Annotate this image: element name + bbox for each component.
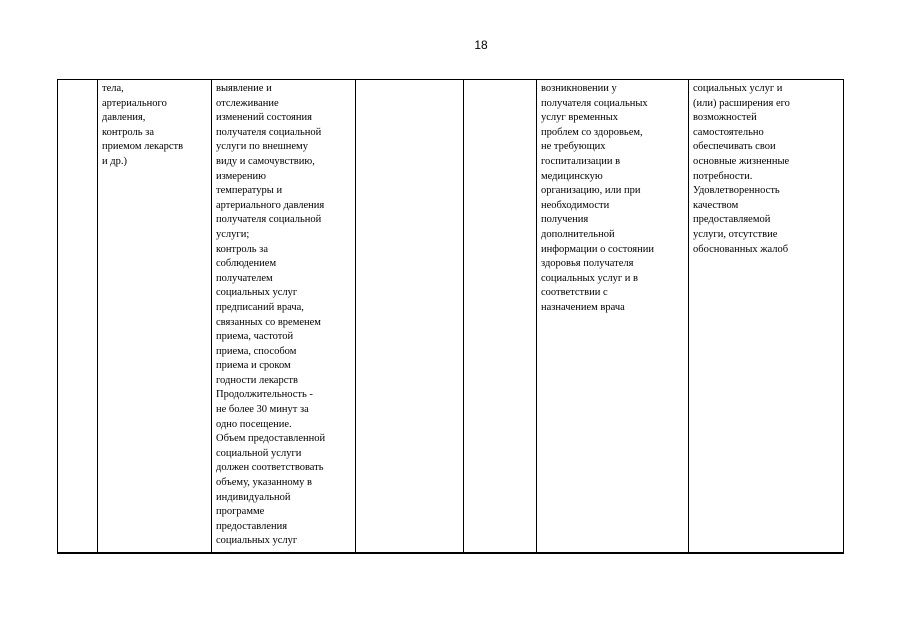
cell-line: качеством — [693, 199, 739, 211]
cell-line: не более 30 минут за — [216, 404, 309, 416]
cell-line: одно посещение. — [216, 418, 292, 430]
cell-line: возникновении у — [541, 83, 617, 94]
table-row — [58, 80, 844, 554]
cell-line: виду и самочувствию, — [216, 155, 315, 167]
cell-line: социальных услуг — [216, 535, 298, 547]
cell-line: получателя социальных — [541, 97, 648, 109]
cell-line: температуры и — [216, 185, 283, 197]
cell-line: госпитализации в — [541, 155, 621, 167]
cell-line: предоставляемой — [693, 214, 771, 226]
cell-line: отслеживание — [216, 97, 279, 109]
cell-line: давления, — [102, 112, 146, 124]
cell-line: измерению — [216, 170, 266, 182]
cell-line: потребности. — [693, 170, 753, 182]
table-cell-service-name — [98, 80, 212, 554]
cell-line: социальных услуг и — [693, 83, 783, 94]
cell-line: организацию, или при — [541, 185, 641, 197]
cell-line: приема и сроком — [216, 360, 291, 372]
cell-line: проблем со здоровьем, — [541, 126, 643, 138]
cell-line: медицинскую — [541, 170, 603, 182]
cell-line: выявление и — [216, 83, 272, 94]
cell-line: услуги, отсутствие — [693, 228, 778, 240]
cell-line: назначением врача — [541, 301, 625, 313]
cell-line: возможностей — [693, 112, 757, 124]
cell-line: Продолжительность - — [216, 389, 313, 401]
cell-line: контроль за — [102, 126, 154, 138]
cell-line: и др.) — [102, 155, 127, 167]
cell-line: годности лекарств — [216, 374, 298, 386]
cell-line: тела, — [102, 83, 124, 94]
cell-line: связанных со временем — [216, 316, 321, 328]
cell-line: социальной услуги — [216, 447, 302, 459]
cell-line: самостоятельно — [693, 126, 764, 138]
cell-line: должен соответствовать — [216, 462, 324, 474]
table-cell-quality-indicators — [689, 80, 844, 554]
cell-line: получателем — [216, 272, 273, 284]
cell-line: информации о состоянии — [541, 243, 654, 255]
cell-line: программе — [216, 506, 265, 518]
cell-line: социальных услуг — [216, 287, 298, 299]
cell-line: получения — [541, 214, 589, 226]
cell-line: здоровья получателя — [541, 258, 634, 270]
cell-line: приема, способом — [216, 345, 297, 357]
cell-line: приема, частотой — [216, 331, 294, 343]
cell-line: получателя социальной — [216, 126, 322, 138]
cell-line: обоснованных жалоб — [693, 243, 789, 255]
services-table — [57, 79, 844, 554]
cell-line: обеспечивать свои — [693, 141, 776, 153]
table-cell-empty-2 — [464, 80, 537, 554]
table-cell-empty-1 — [356, 80, 464, 554]
cell-line: Объем предоставленной — [216, 433, 326, 445]
cell-line: услуги; — [216, 228, 250, 240]
services-table-wrapper — [57, 79, 843, 554]
cell-line: изменений состояния — [216, 112, 312, 124]
cell-line: социальных услуг и в — [541, 272, 639, 284]
table-cell-conditions — [537, 80, 689, 554]
cell-line: соблюдением — [216, 258, 277, 270]
cell-line: приемом лекарств — [102, 141, 184, 153]
cell-line: (или) расширения его — [693, 97, 790, 109]
cell-line: необходимости — [541, 199, 610, 211]
cell-line: артериального давления — [216, 199, 325, 211]
cell-line: предписаний врача, — [216, 301, 304, 313]
cell-line: основные жизненные — [693, 155, 790, 167]
cell-line: не требующих — [541, 141, 606, 153]
cell-line: контроль за — [216, 243, 268, 255]
cell-line: Удовлетворенность — [693, 185, 780, 197]
table-cell-service-description — [212, 80, 356, 554]
page-number: 18 — [474, 38, 488, 52]
cell-line: услуг временных — [541, 112, 619, 124]
cell-line: получателя социальной — [216, 214, 322, 226]
cell-line: артериального — [102, 97, 167, 109]
table-cell-number — [58, 80, 98, 554]
cell-line: дополнительной — [541, 228, 615, 240]
cell-line: объему, указанному в — [216, 477, 312, 489]
cell-line: соответствии с — [541, 287, 608, 299]
cell-line: индивидуальной — [216, 491, 291, 503]
cell-line: предоставления — [216, 520, 288, 532]
cell-line: услуги по внешнему — [216, 141, 308, 153]
